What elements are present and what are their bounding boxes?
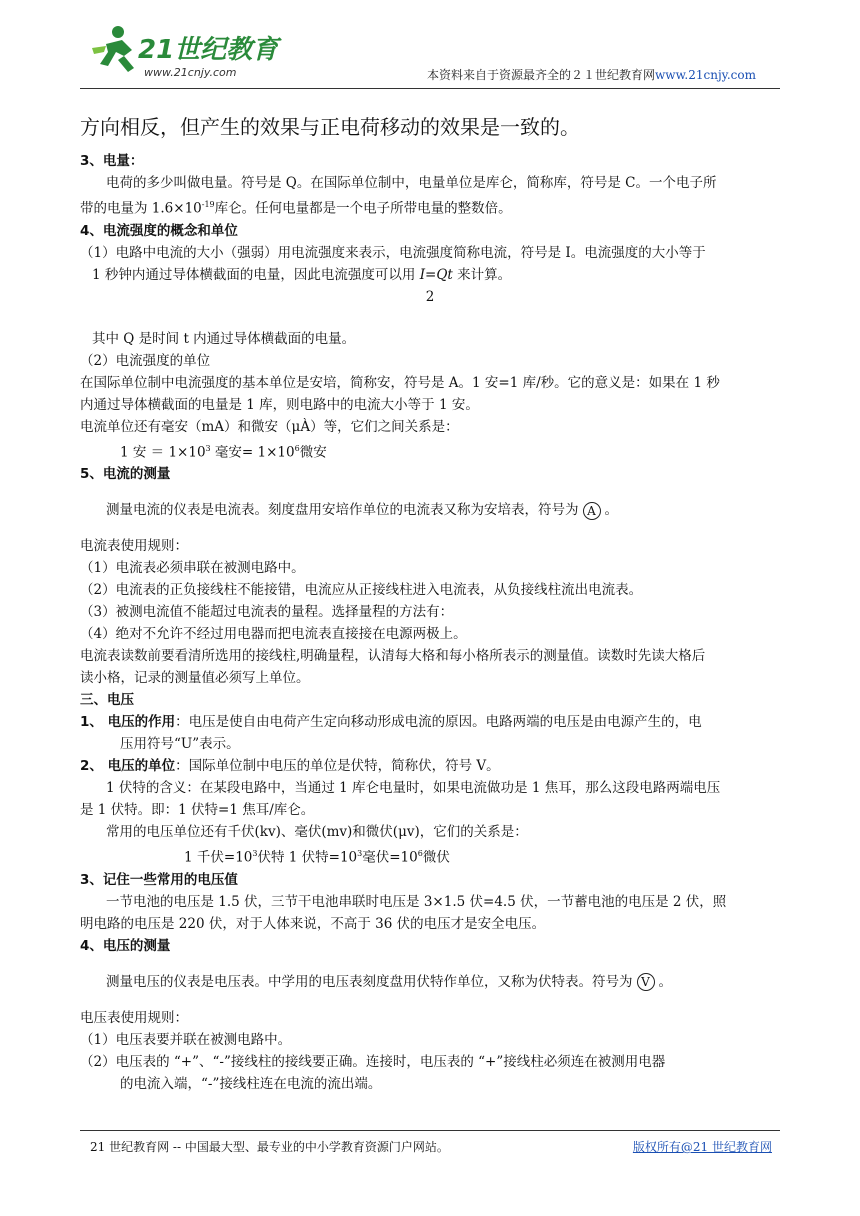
section-heading-voltage-values: 3、记住一些常用的电压值 [80, 871, 238, 888]
header-divider [80, 88, 780, 89]
paragraph-line: （1）电压表要并联在被测电路中。 [80, 1031, 292, 1048]
paragraph-line: （2）电流强度的单位 [80, 352, 211, 369]
section-heading-current-measure: 5、电流的测量 [80, 466, 171, 482]
paragraph-line: 电压表使用规则： [80, 1009, 188, 1026]
footer-copyright-link[interactable]: 版权所有@21 世纪教育网 [632, 1140, 772, 1154]
paragraph-line: 电流表使用规则： [80, 538, 188, 554]
formula-number: 2 [425, 288, 435, 305]
paragraph-line: （1）电流表必须串联在被测电路中。 [80, 560, 305, 576]
paragraph-line: （2）电流表的正负接线柱不能接错，电流应从正接线柱进入电流表，从负接线柱流出电流表。 [80, 582, 643, 598]
logo-wordmark: 21世纪教育 [138, 35, 279, 65]
paragraph-line: 1、 电压的作用：电压是使自由电荷产生定向移动形成电流的原因。电路两端的电压是由电源产生的，电 [80, 714, 702, 730]
paragraph-line: （4）绝对不允许不经过用电器而把电流表直接接在电源两极上。 [80, 626, 467, 642]
paragraph-line: 带的电量为 $1.6\times 10^{-19}$库仑。任何电量都是一个电子所带电量的整数倍。 [80, 200, 512, 217]
formula: I=Qt [419, 266, 453, 283]
section-heading-current: 4、电流强度的概念和单位 [80, 222, 238, 239]
paragraph-line: 测量电压的仪表是电压表。中学用的电压表刻度盘用伏特作单位，又称为伏特表。符号为 V 。 [106, 973, 672, 990]
paragraph-line: 其中 Q 是时间 t 内通过导体横截面的电量。 [92, 330, 356, 347]
section-heading-voltage: 三、电压 [80, 692, 134, 708]
paragraph-line: 一节电池的电压是 1.5 伏，三节干电池串联时电压是 3×1.5 伏=4.5 伏，一节蓄电池的电压是 2 伏，照 [106, 893, 727, 910]
paragraph-line: 1 伏特的含义：在某段电路中，当通过 1 库仑电量时，如果电流做功是 1 焦耳，那么这段电路两端电压 [106, 780, 721, 796]
paragraph-line: 是 1 伏特。即：1 伏特=1 焦耳/库仑。 [80, 802, 315, 818]
paragraph-line: 1 千伏$=10^3$伏特 1 伏特$=10^3$毫伏$=10^6$微伏 [184, 849, 450, 866]
paragraph-line: 读小格，记录的测量值必须写上单位。 [80, 670, 310, 686]
logo-url: www.21cnjy.com [144, 66, 237, 79]
paragraph-line: 常用的电压单位还有千伏(kv)、毫伏(mv)和微伏(μv)，它们的关系是： [106, 824, 528, 840]
paragraph-line: 压用符号“U”表示。 [120, 736, 240, 752]
ammeter-symbol-icon: A [583, 502, 601, 520]
paragraph-line: 电流表读数前要看清所选用的接线柱,明确量程，认清每大格和每小格所表示的测量值。读数时先读大格后 [80, 648, 706, 664]
paragraph-line: 测量电流的仪表是电流表。刻度盘用安培作单位的电流表又称为安培表，符号为 A 。 [106, 502, 618, 518]
paragraph-line: （1）电路中电流的大小（强弱）用电流强度来表示，电流强度简称电流，符号是 I。电流强度的大小等于 [80, 244, 706, 261]
paragraph-line: 内通过导体横截面的电量是 1 库，则电路中的电流大小等于 1 安。 [80, 396, 479, 413]
paragraph-line: （3）被测电流值不能超过电流表的量程。选择量程的方法有： [80, 604, 454, 620]
section-heading-voltage-measure: 4、电压的测量 [80, 937, 171, 954]
paragraph-line: 在国际单位制中电流强度的基本单位是安培，简称安，符号是 A。1 安=1 库/秒。它的意义是：如果在 1 秒 [80, 374, 720, 391]
header-link[interactable]: www.21cnjy.com [655, 68, 756, 82]
footer-text: 21 世纪教育网 -- 中国最大型、最专业的中小学教育资源门户网站。 [90, 1140, 449, 1154]
paragraph-line: 明电路的电压是 220 伏，对于人体来说，不高于 36 伏的电压才是安全电压。 [80, 915, 546, 932]
header-note [427, 66, 756, 83]
site-logo [86, 22, 296, 84]
paragraph-line: 1 安 ＝ $1\times 10^3$ 毫安= $1\times 10^6$微安 [120, 443, 327, 460]
footer-divider [80, 1130, 780, 1131]
document-body [80, 110, 780, 1095]
paragraph-line: 1 秒钟内通过导体横截面的电量，因此电流强度可以用 I=Qt 来计算。 [92, 266, 512, 283]
paragraph-line: 电荷的多少叫做电量。符号是 Q。在国际单位制中，电量单位是库仑，简称库，符号是 C。一个电子所 [106, 175, 717, 191]
runner-logo-icon [92, 26, 134, 72]
paragraph-line: 电流单位还有毫安（mA）和微安（μÀ）等，它们之间关系是： [80, 418, 459, 435]
paragraph-line: （2）电压表的 “+”、“-”接线柱的接线要正确。连接时，电压表的 “+”接线柱必须连在被测用电器 [80, 1053, 666, 1070]
paragraph-line: 2、 电压的单位：国际单位制中电压的单位是伏特，简称伏，符号 V。 [80, 758, 500, 774]
header-note-text: 本资料来自于资源最齐全的２１世纪教育网 [427, 68, 656, 82]
paragraph-line: 方向相反，但产生的效果与正电荷移动的效果是一致的。 [80, 115, 580, 139]
voltmeter-symbol-icon: V [637, 973, 655, 991]
paragraph-line: 的电流入端，“-”接线柱连在电流的流出端。 [120, 1075, 382, 1092]
section-heading-charge: 3、电量： [80, 153, 144, 169]
